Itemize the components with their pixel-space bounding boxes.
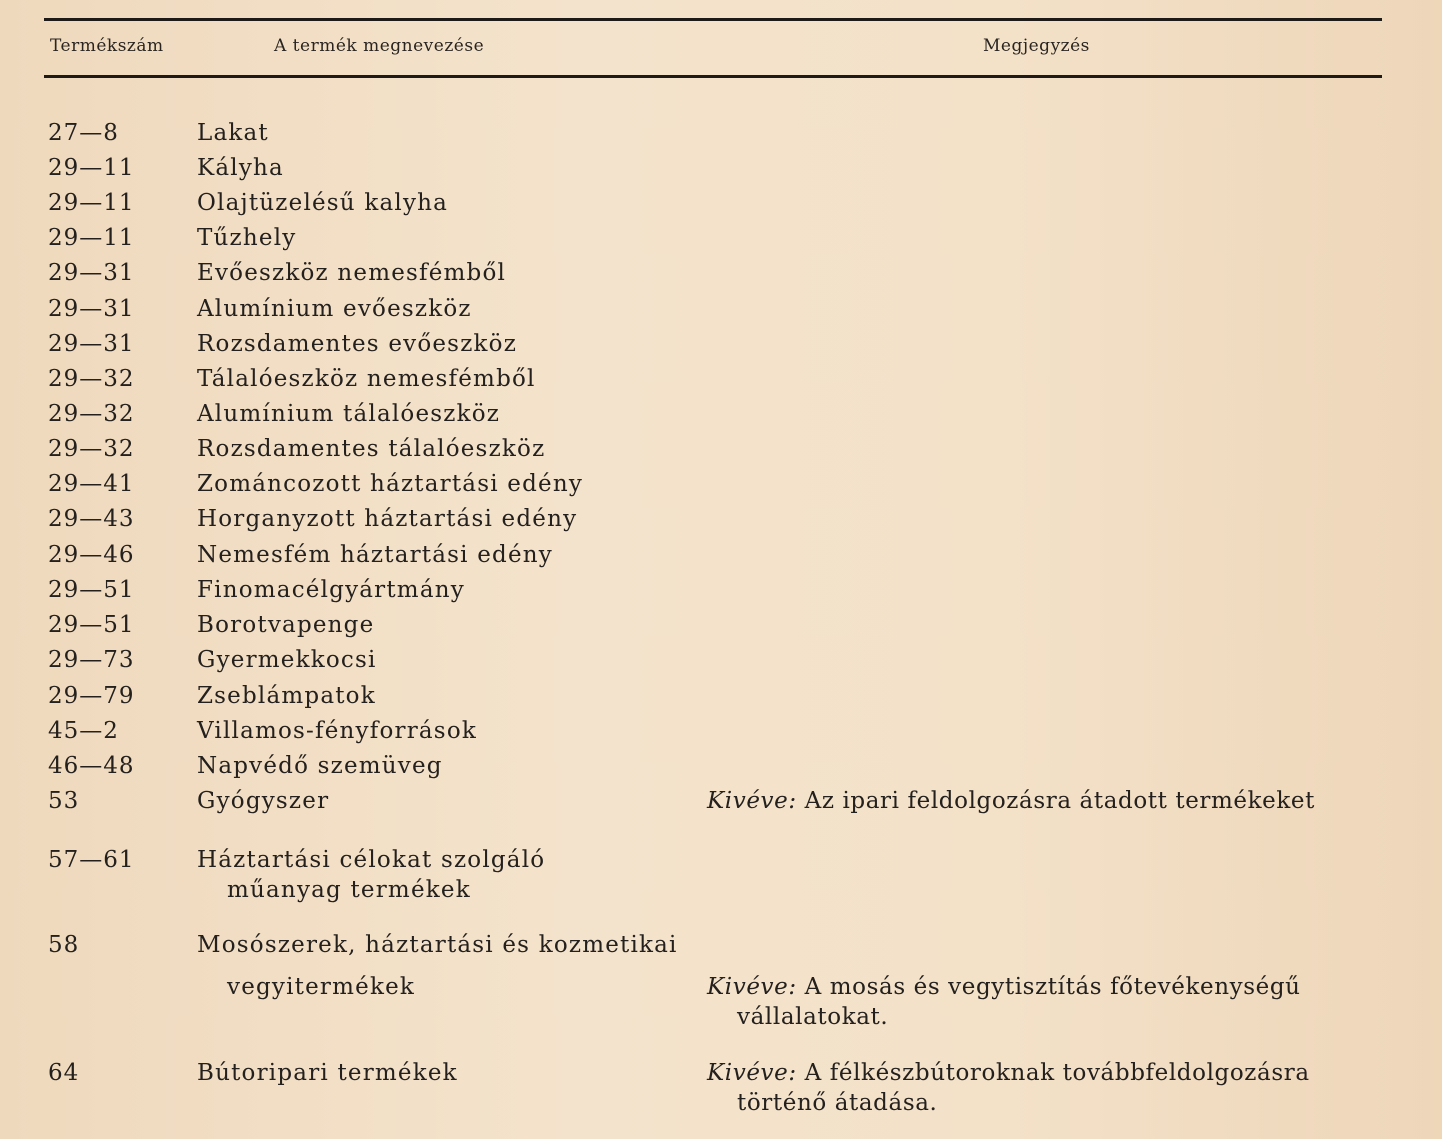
product-code: 29—46 (48, 542, 135, 568)
product-name (197, 751, 697, 781)
product-name (197, 188, 697, 218)
product-name-line: Bútoripari termékek (197, 1060, 458, 1086)
product-name-line: Borotvapenge (197, 612, 375, 638)
product-name (197, 1058, 697, 1088)
product-code: 53 (48, 788, 80, 814)
product-code: 29—32 (48, 401, 135, 427)
product-name-line: Rozsdamentes evőeszköz (197, 331, 518, 357)
product-name (197, 399, 697, 429)
note-continuation: vállalatokat. (737, 1004, 889, 1030)
product-name (197, 930, 697, 1002)
product-note (707, 972, 1367, 1032)
product-name (197, 504, 697, 534)
product-name-line: Nemesfém háztartási edény (197, 542, 553, 568)
product-name-line: Tálalóeszköz nemesfémből (197, 366, 536, 392)
product-name (197, 610, 697, 640)
product-code: 64 (48, 1060, 80, 1086)
product-note (707, 1058, 1367, 1118)
table-header-rule (44, 75, 1382, 78)
column-header-note: Megjegyzés (983, 36, 1090, 56)
product-code: 29—31 (48, 331, 135, 357)
product-code: 46—48 (48, 753, 135, 779)
product-code: 29—11 (48, 155, 135, 181)
product-name-line: Horganyzott háztartási edény (197, 506, 578, 532)
product-name-line: Gyermekkocsi (197, 647, 377, 673)
product-name (197, 153, 697, 183)
product-name-line: Alumínium evőeszköz (197, 296, 472, 322)
product-name-continuation: vegyitermékek (227, 974, 416, 1000)
column-header-name: A termék megnevezése (274, 36, 485, 56)
note-prefix: Kivéve: (707, 974, 797, 1000)
product-name (197, 364, 697, 394)
product-name-line: Zseblámpatok (197, 683, 376, 709)
product-name (197, 786, 697, 816)
product-code: 29—79 (48, 683, 135, 709)
note-text: A félkészbútoroknak továbbfeldolgozásra (804, 1060, 1310, 1086)
product-name-line: Zománcozott háztartási edény (197, 471, 584, 497)
product-name-line: Lakat (197, 120, 269, 146)
column-header-code: Termékszám (50, 36, 164, 56)
product-code: 29—32 (48, 366, 135, 392)
product-code: 29—11 (48, 225, 135, 251)
product-code: 58 (48, 932, 80, 958)
product-code: 29—31 (48, 296, 135, 322)
product-name (197, 645, 697, 675)
product-code: 29—51 (48, 577, 135, 603)
product-name-line: Mosószerek, háztartási és kozmetikai (197, 932, 678, 958)
product-name (197, 845, 697, 905)
product-name (197, 329, 697, 359)
product-name (197, 434, 697, 464)
note-text: A mosás és vegytisztítás főtevékenységű (804, 974, 1301, 1000)
product-name-line: Evőeszköz nemesfémből (197, 260, 507, 286)
product-name (197, 118, 697, 148)
product-name (197, 681, 697, 711)
product-code: 29—43 (48, 506, 135, 532)
note-continuation: történő átadása. (737, 1090, 938, 1116)
product-code: 27—8 (48, 120, 119, 146)
product-name-line: Gyógyszer (197, 788, 330, 814)
product-name-line: Napvédő szemüveg (197, 753, 443, 779)
product-code: 29—73 (48, 647, 135, 673)
product-name (197, 258, 697, 288)
product-name-line: Olajtüzelésű kalyha (197, 190, 449, 216)
product-name-line: Háztartási célokat szolgáló (197, 847, 546, 873)
table-top-rule (44, 18, 1382, 21)
product-name-line: Rozsdamentes tálalóeszköz (197, 436, 546, 462)
note-text: Az ipari feldolgozásra átadott termékeket (804, 788, 1315, 814)
product-code: 29—11 (48, 190, 135, 216)
product-code: 57—61 (48, 847, 135, 873)
product-name-line: Finomacélgyártmány (197, 577, 465, 603)
product-code: 29—32 (48, 436, 135, 462)
product-name-line: Villamos-fényforrások (197, 718, 477, 744)
product-code: 29—51 (48, 612, 135, 638)
product-name (197, 294, 697, 324)
product-name (197, 575, 697, 605)
product-name (197, 469, 697, 499)
product-code: 29—31 (48, 260, 135, 286)
product-name-line: Alumínium tálalóeszköz (197, 401, 501, 427)
product-name-continuation: műanyag termékek (227, 877, 471, 903)
product-name-line: Tűzhely (197, 225, 297, 251)
product-name (197, 540, 697, 570)
note-prefix: Kivéve: (707, 1060, 797, 1086)
product-name (197, 223, 697, 253)
product-code: 45—2 (48, 718, 119, 744)
note-prefix: Kivéve: (707, 788, 797, 814)
product-note (707, 786, 1367, 816)
product-name (197, 716, 697, 746)
product-code: 29—41 (48, 471, 135, 497)
product-name-line: Kályha (197, 155, 284, 181)
